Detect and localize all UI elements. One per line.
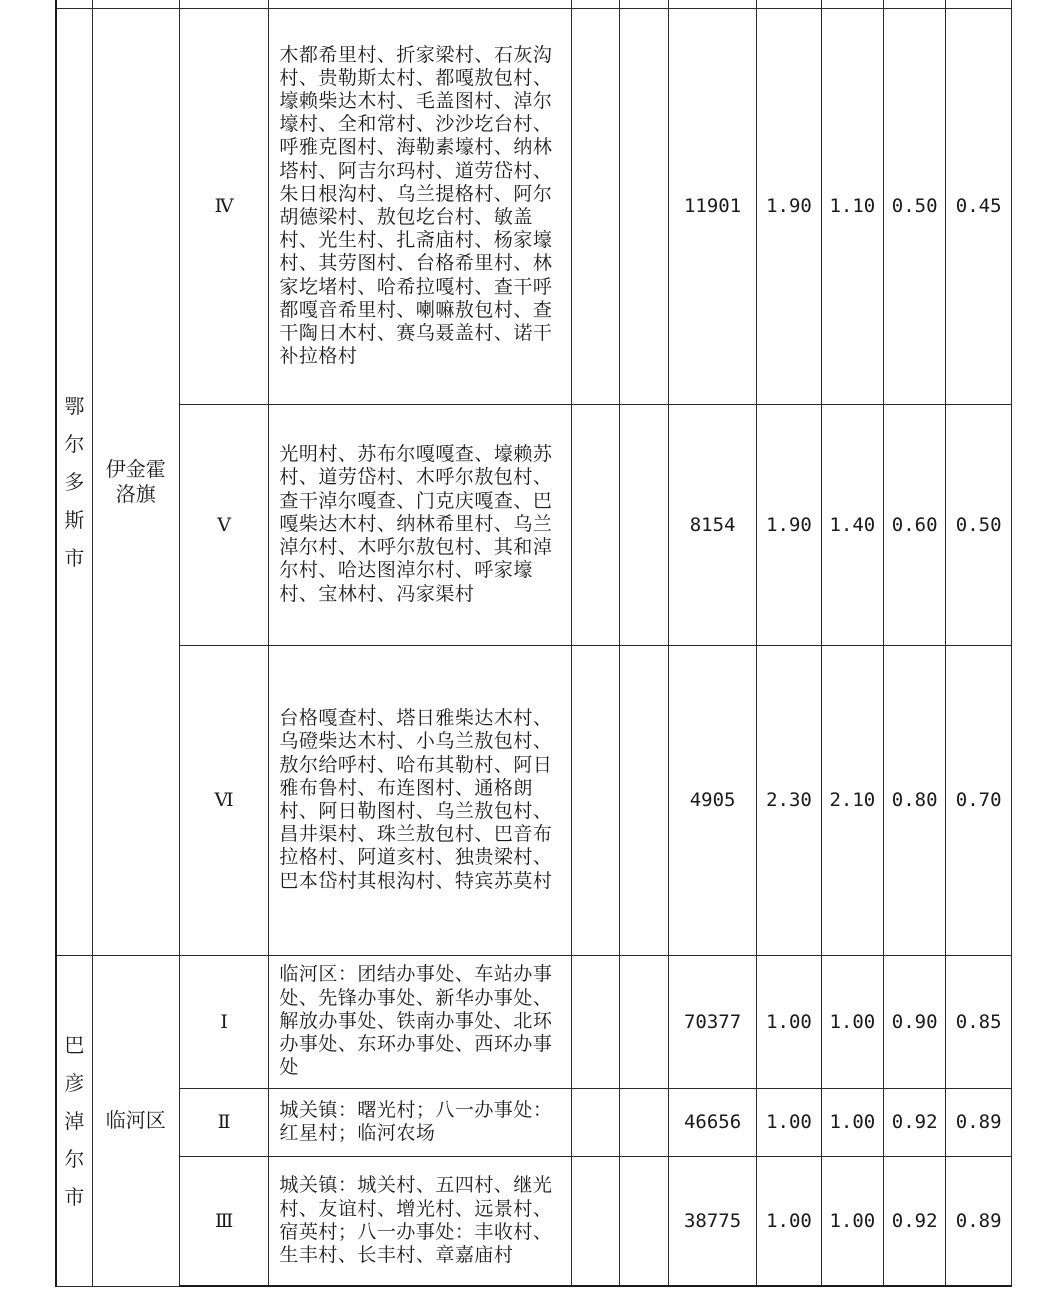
coef-cell: 1.00: [821, 955, 883, 1088]
coef-cell: 0.45: [946, 8, 1012, 404]
population-cell: 38775: [668, 1156, 756, 1286]
city-name: 鄂尔多斯市: [64, 393, 85, 570]
table-row: [56, 404, 1012, 645]
table-row: [56, 645, 1012, 955]
blank-cell: [571, 645, 620, 955]
coef-cell: 0.89: [946, 1088, 1012, 1156]
area-cell: 城关镇：曙光村；八一办事处：红星村；临河农场: [269, 1088, 571, 1156]
blank-cell: [571, 1088, 620, 1156]
population-cell: 11901: [668, 8, 756, 404]
coef-cell: 0.60: [884, 404, 946, 645]
coef-cell: 1.00: [757, 1156, 822, 1286]
blank-cell: [620, 955, 669, 1088]
coef-cell: 1.40: [821, 404, 883, 645]
coef-cell: 1.90: [757, 8, 822, 404]
population-cell: 4905: [668, 645, 756, 955]
coef-cell: 0.80: [884, 645, 946, 955]
coef-cell: 0.90: [884, 955, 946, 1088]
coef-cell: 0.92: [884, 1088, 946, 1156]
coef-cell: 1.10: [821, 8, 883, 404]
blank-cell: [571, 1156, 620, 1286]
city-cell: [56, 8, 92, 955]
grade-cell: Ⅳ: [179, 8, 268, 404]
population-cell: 70377: [668, 955, 756, 1088]
coef-cell: 0.50: [884, 8, 946, 404]
area-cell: 城关镇：城关村、五四村、继光村、友谊村、增光村、远景村、宿英村；八一办事处：丰收村、生丰村、长丰村、章嘉庙村: [269, 1156, 571, 1286]
county-name: 临河区: [105, 1108, 166, 1132]
coef-cell: 1.00: [757, 955, 822, 1088]
county-cell: [92, 8, 179, 955]
county-name: 伊金霍洛旗: [105, 456, 166, 506]
area-cell: 木都希里村、折家梁村、石灰沟村、贵勒斯太村、都嘎敖包村、壕赖柴达木村、毛盖图村、淖尔壕村、全和常村、沙沙圪台村、呼雅克图村、海勒素壕村、纳林塔村、阿吉尔玛村、道劳岱村、朱日根沟村、乌兰提格村、阿尔胡德梁村、敖包圪台村、敏盖村、光生村、扎斋庙村、杨家壕村、其劳图村、台格希里村、林家圪堵村、哈希拉嘎村、查干呼都嘎音希里村、喇嘛敖包村、查干陶日木村、赛乌聂盖村、诺干补拉格村: [269, 8, 571, 404]
blank-cell: [571, 404, 620, 645]
blank-cell: [571, 8, 620, 404]
coef-cell: 0.85: [946, 955, 1012, 1088]
coef-cell: 1.00: [757, 1088, 822, 1156]
population-cell: 8154: [668, 404, 756, 645]
city-cell: [56, 955, 92, 1286]
blank-cell: [620, 8, 669, 404]
grade-cell: Ⅵ: [179, 645, 268, 955]
blank-cell: [620, 645, 669, 955]
table-row: [56, 955, 1012, 1088]
coef-cell: 0.70: [946, 645, 1012, 955]
blank-cell: [620, 1156, 669, 1286]
coef-cell: 1.90: [757, 404, 822, 645]
county-cell: [92, 955, 179, 1286]
blank-cell: [571, 955, 620, 1088]
table-top-strip: [56, 0, 1012, 8]
coef-cell: 1.00: [821, 1088, 883, 1156]
grade-cell: Ⅴ: [179, 404, 268, 645]
table-row: [56, 8, 1012, 404]
grade-cell: Ⅲ: [179, 1156, 268, 1286]
area-cell: 临河区：团结办事处、车站办事处、先锋办事处、新华办事处、解放办事处、铁南办事处、北环办事处、东环办事处、西环办事处: [269, 955, 571, 1088]
population-cell: 46656: [668, 1088, 756, 1156]
coef-cell: 0.50: [946, 404, 1012, 645]
coef-cell: 2.30: [757, 645, 822, 955]
blank-cell: [620, 404, 669, 645]
coef-cell: 2.10: [821, 645, 883, 955]
area-cell: 台格嘎查村、塔日雅柴达木村、乌磴柴达木村、小乌兰敖包村、敖尔给呼村、哈布其勒村、阿日雅布鲁村、布连图村、通格朗村、阿日勒图村、乌兰敖包村、昌井渠村、珠兰敖包村、巴音布拉格村、阿道亥村、独贵梁村、巴本岱村其根沟村、特宾苏莫村: [269, 645, 571, 955]
coef-cell: 0.92: [884, 1156, 946, 1286]
coef-cell: 0.89: [946, 1156, 1012, 1286]
grade-cell: Ⅱ: [179, 1088, 268, 1156]
blank-cell: [620, 1088, 669, 1156]
land-price-table: [55, 0, 1012, 1287]
grade-cell: Ⅰ: [179, 955, 268, 1088]
coef-cell: 1.00: [821, 1156, 883, 1286]
table-row: [56, 1088, 1012, 1156]
city-name: 巴彦淖尔市: [64, 1032, 85, 1209]
area-cell: 光明村、苏布尔嘎嘎查、壕赖苏村、道劳岱村、木呼尔敖包村、查干淖尔嘎查、门克庆嘎查、巴嘎柴达木村、纳林希里村、乌兰淖尔村、木呼尔敖包村、其和淖尔村、哈达图淖尔村、呼家壕村、宝林村、冯家渠村: [269, 404, 571, 645]
table-row: [56, 1156, 1012, 1286]
